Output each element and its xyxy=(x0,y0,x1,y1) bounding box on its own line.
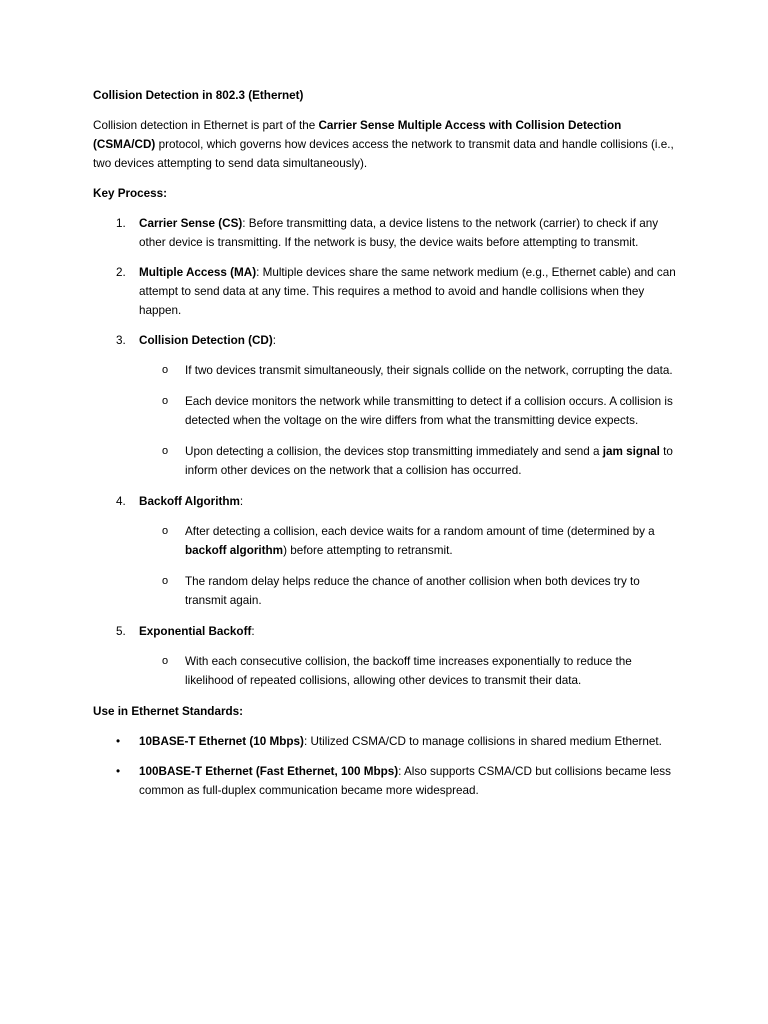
item-number: 1. xyxy=(116,217,126,230)
item-term: Exponential Backoff xyxy=(139,625,252,638)
standards-heading: Use in Ethernet Standards: xyxy=(93,705,244,718)
process-item xyxy=(93,331,683,350)
process-item xyxy=(93,622,683,641)
intro-paragraph xyxy=(93,116,683,173)
item-text: : xyxy=(239,495,244,508)
sub-item-bold-term: jam signal xyxy=(602,445,660,458)
standard-term: 100BASE-T Ethernet (Fast Ethernet, 100 Mbps) xyxy=(139,765,399,778)
intro-text-pre: Collision detection in Ethernet is part of the xyxy=(93,119,319,132)
process-item xyxy=(93,263,683,320)
item-term: Carrier Sense (CS) xyxy=(139,217,243,230)
sub-bullet: o xyxy=(162,364,169,376)
item-number: 2. xyxy=(116,266,126,279)
document-page xyxy=(93,86,683,811)
sub-item xyxy=(93,522,683,560)
sub-item xyxy=(93,652,683,690)
item-term: Collision Detection (CD) xyxy=(139,334,273,347)
sub-item xyxy=(93,572,683,610)
item-term: Backoff Algorithm xyxy=(139,495,240,508)
standard-text: : Utilized CSMA/CD to manage collisions in shared medium Ethernet. xyxy=(303,735,662,748)
sub-bullet: o xyxy=(162,655,169,667)
item-text: : Before transmitting data, a device listens to the network (carrier) to check if any other device is transmitting. If the network is busy, the device waits before attempting to transmit. xyxy=(139,217,659,249)
item-term: Multiple Access (MA) xyxy=(139,266,257,279)
item-text: : Multiple devices share the same network medium (e.g., Ethernet cable) and can attempt to send data at any time. This requires a method to avoid and handle collisions when they happen. xyxy=(139,266,676,317)
sub-item xyxy=(93,361,683,380)
sub-item-bold-term: backoff algorithm xyxy=(185,544,284,557)
sub-item-text: Each device monitors the network while transmitting to detect if a collision occurs. A collision is detected when the voltage on the wire differs from what the transmitting device expects. xyxy=(185,395,673,427)
standard-item xyxy=(93,732,683,751)
sub-item xyxy=(93,392,683,430)
item-text: : xyxy=(272,334,277,347)
item-number: 3. xyxy=(116,334,126,347)
sub-item-text-pre: Upon detecting a collision, the devices stop transmitting immediately and send a xyxy=(185,445,603,458)
sub-item xyxy=(93,442,683,480)
document-title: Collision Detection in 802.3 (Ethernet) xyxy=(93,89,304,102)
sub-bullet: o xyxy=(162,525,169,537)
sub-item-text: If two devices transmit simultaneously, their signals collide on the network, corrupting the data. xyxy=(185,364,673,377)
sub-item-text-post: to inform other devices on the network that a collision has occurred. xyxy=(185,445,673,477)
sub-bullet: o xyxy=(162,395,169,407)
process-item xyxy=(93,492,683,511)
process-item xyxy=(93,214,683,252)
standard-term: 10BASE-T Ethernet (10 Mbps) xyxy=(139,735,304,748)
sub-item-text: The random delay helps reduce the chance of another collision when both devices try to transmit again. xyxy=(185,575,640,607)
item-number: 4. xyxy=(116,495,126,508)
intro-text-post: protocol, which governs how devices access the network to transmit data and handle collisions (i.e., two devices attempting to send data simultaneously). xyxy=(93,138,674,170)
sub-item-text: With each consecutive collision, the backoff time increases exponentially to reduce the likelihood of repeated collisions, allowing other devices to transmit their data. xyxy=(185,655,632,687)
standard-item xyxy=(93,762,683,800)
item-number: 5. xyxy=(116,625,126,638)
sub-bullet: o xyxy=(162,445,169,457)
sub-item-text-pre: After detecting a collision, each device waits for a random amount of time (determined by a xyxy=(185,525,655,538)
standard-text: : Also supports CSMA/CD but collisions became less common as full-duplex communication became more widespread. xyxy=(139,765,671,797)
bullet: • xyxy=(116,735,121,748)
intro-bold-term: Carrier Sense Multiple Access with Collision Detection (CSMA/CD) xyxy=(93,119,622,151)
sub-item-text-post: ) before attempting to retransmit. xyxy=(283,544,453,557)
key-process-heading: Key Process: xyxy=(93,187,168,200)
sub-bullet: o xyxy=(162,575,169,587)
bullet: • xyxy=(116,765,121,778)
item-text: : xyxy=(251,625,255,638)
